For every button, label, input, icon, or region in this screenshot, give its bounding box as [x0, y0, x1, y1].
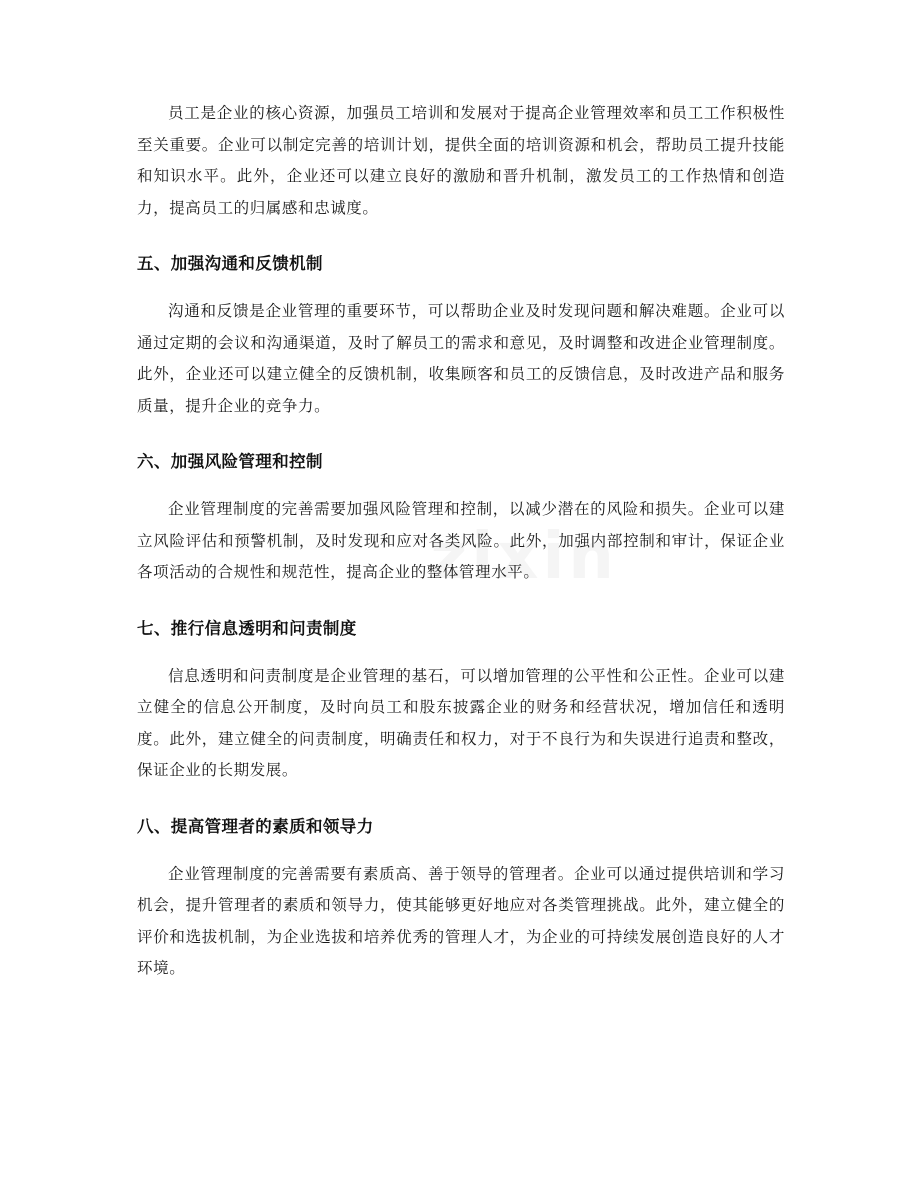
section-heading-8: 八、提高管理者的素质和领导力 [137, 816, 374, 836]
intro-paragraph: 员工是企业的核心资源，加强员工培训和发展对于提高企业管理效率和员工工作积极性至关重要。企业可以制定完善的培训计划，提供全面的培训资源和机会，帮助员工提升技能和知识水平。此外，企业还可以建立良好的激励和晋升机制，激发员工的工作热情和创造力，提高员工的归属感和忠诚度。 [137, 104, 785, 217]
section-paragraph-7: 信息透明和问责制度是企业管理的基石，可以增加管理的公平性和公正性。企业可以建立健全的信息公开制度，及时向员工和股东披露企业的财务和经营状况，增加信任和透明度。此外，建立健全的问责制度，明确责任和权力，对于不良行为和失误进行追责和整改，保证企业的长期发展。 [137, 666, 785, 779]
watermark: zixin [430, 520, 618, 594]
section-heading-7: 七、推行信息透明和问责制度 [137, 618, 357, 638]
section-heading-5: 五、加强沟通和反馈机制 [137, 254, 323, 273]
section-paragraph-8: 企业管理制度的完善需要有素质高、善于领导的管理者。企业可以通过提供培训和学习机会，提升管理者的素质和领导力，使其能够更好地应对各类管理挑战。此外，建立健全的评价和选拔机制，为企业选拔和培养优秀的管理人才，为企业的可持续发展创造良好的人才环境。 [137, 864, 785, 977]
section-heading-6: 六、加强风险管理和控制 [137, 452, 323, 471]
document-page [137, 98, 785, 985]
section-paragraph-6: 企业管理制度的完善需要加强风险管理和控制，以减少潜在的风险和损失。企业可以建立风险评估和预警机制，及时发现和应对各类风险。此外，加强内部控制和审计，保证企业各项活动的合规性和规范性，提高企业的整体管理水平。 [137, 500, 785, 581]
section-paragraph-5: 沟通和反馈是企业管理的重要环节，可以帮助企业及时发现问题和解决难题。企业可以通过定期的会议和沟通渠道，及时了解员工的需求和意见，及时调整和改进企业管理制度。此外，企业还可以建立健全的反馈机制，收集顾客和员工的反馈信息，及时改进产品和服务质量，提升企业的竞争力。 [137, 302, 785, 415]
